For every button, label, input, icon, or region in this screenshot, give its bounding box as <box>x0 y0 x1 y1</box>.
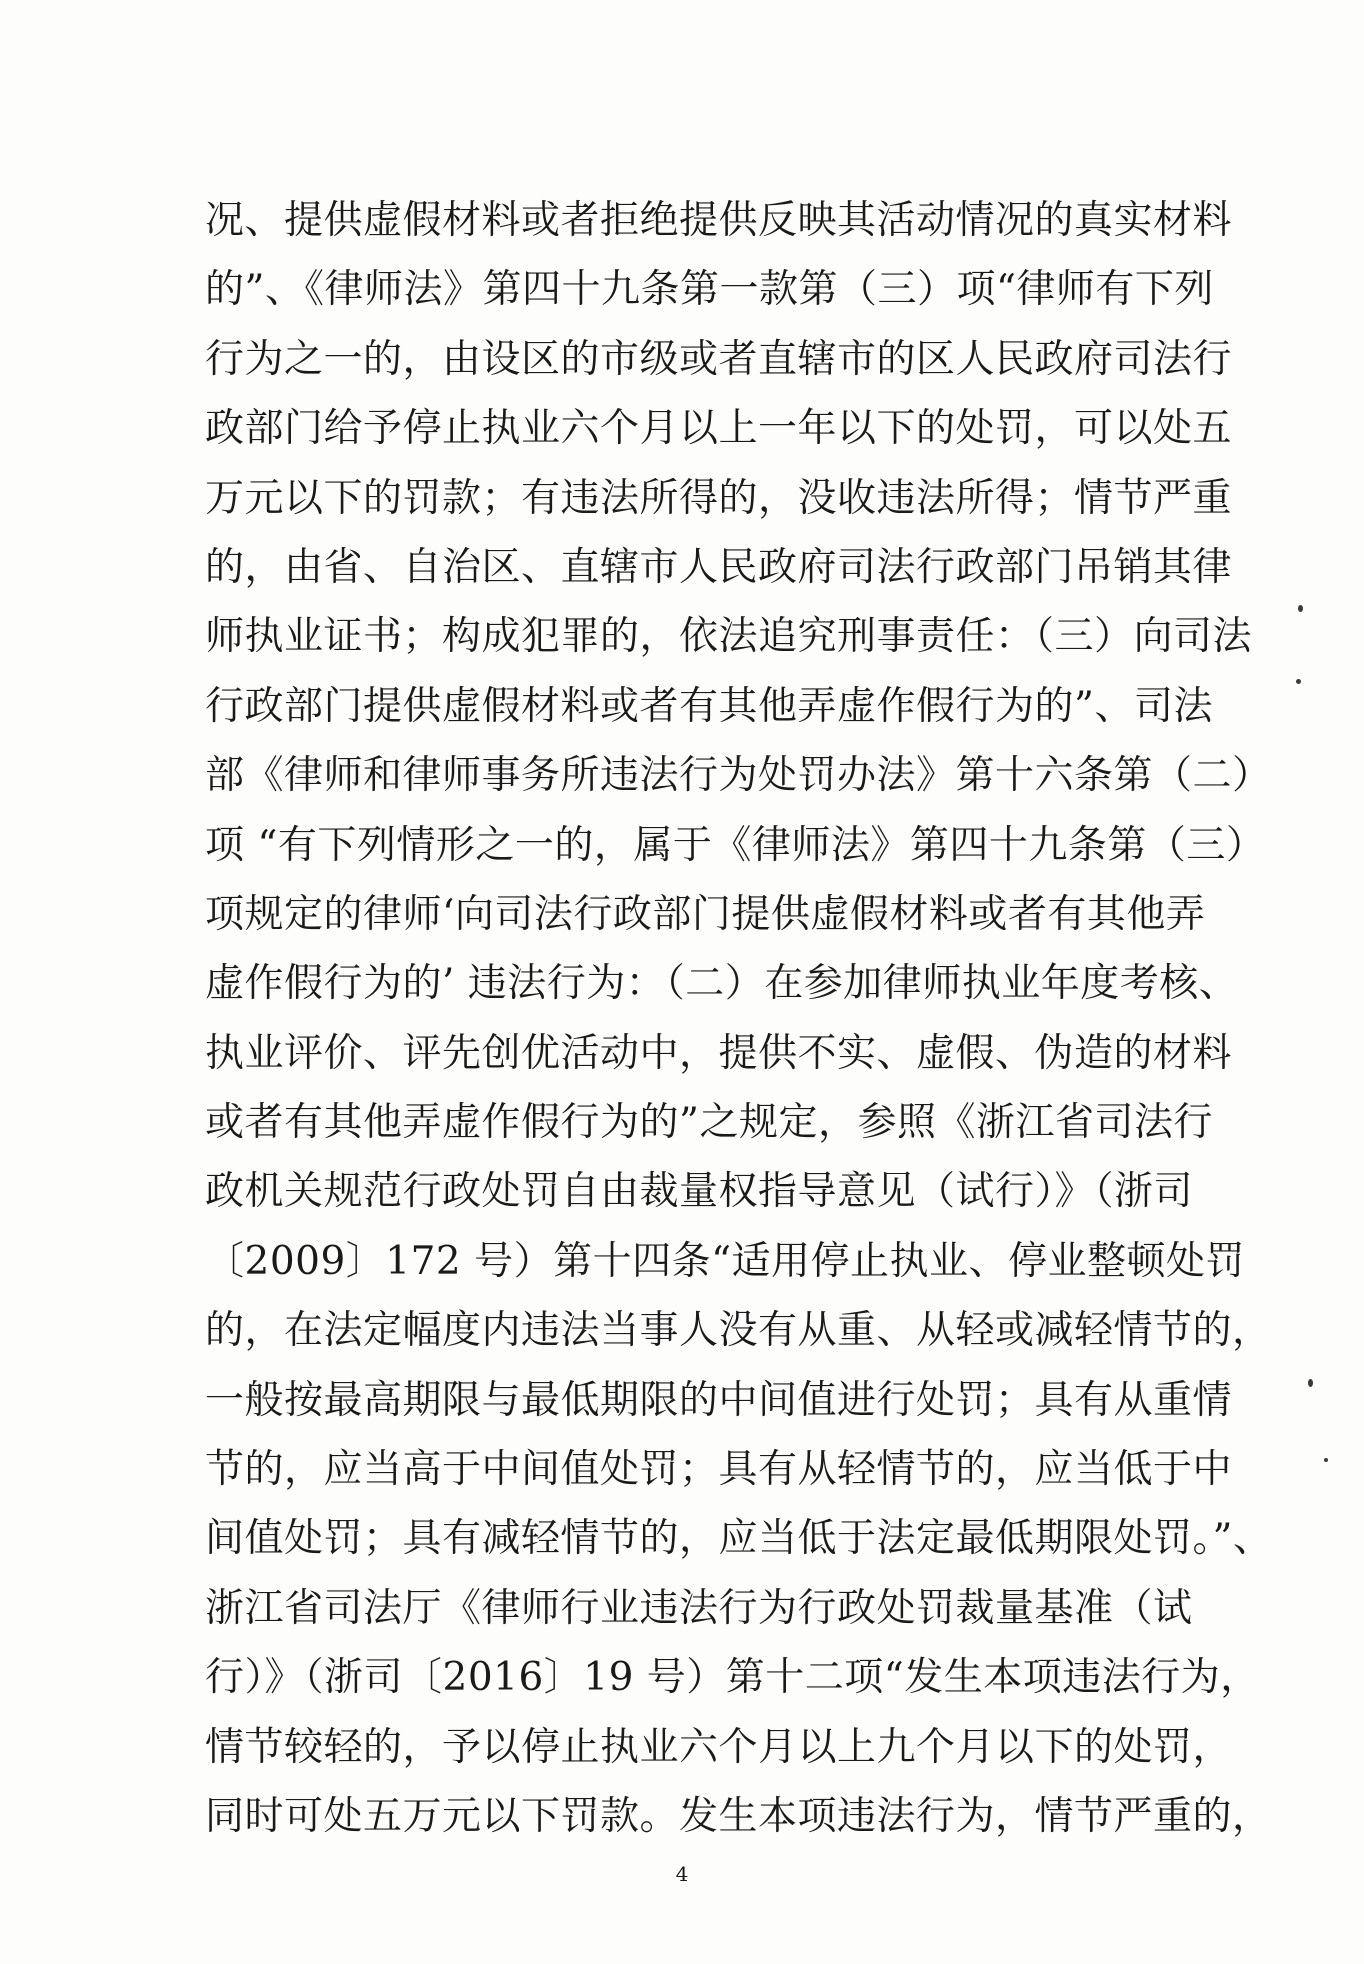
text-line: 行）》（浙司〔2016〕19 号）第十二项“发生本项违法行为， <box>205 1655 1260 1701</box>
text-line: 万元以下的罚款；有违法所得的，没收违法所得；情节严重 <box>205 475 1233 521</box>
text-line: 间值处罚；具有减轻情节的，应当低于法定最低期限处罚。”、 <box>205 1516 1273 1562</box>
text-line: 一般按最高期限与最低期限的中间值进行处罚；具有从重情 <box>205 1377 1233 1423</box>
text-line: 政部门给予停止执业六个月以上一年以下的处罚，可以处五 <box>205 406 1233 452</box>
page-number: 4 <box>675 1862 689 1886</box>
scan-speck <box>1298 605 1303 612</box>
text-line: 的，由省、自治区、直辖市人民政府司法行政部门吊销其律 <box>205 544 1233 590</box>
text-line: 项 “有下列情形之一的，属于《律师法》第四十九条第（三） <box>205 822 1266 868</box>
scan-speck <box>1296 679 1301 684</box>
text-line: 政机关规范行政处罚自由裁量权指导意见（试行）》（浙司 <box>205 1169 1194 1215</box>
text-line: 部《律师和律师事务所违法行为处罚办法》第十六条第（二） <box>205 753 1272 799</box>
text-line: 师执业证书；构成犯罪的，依法追究刑事责任：（三）向司法 <box>205 614 1253 660</box>
text-line: 情节较轻的，予以停止执业六个月以上九个月以下的处罚， <box>205 1724 1233 1770</box>
text-line: 浙江省司法厅《律师行业违法行为行政处罚裁量基准（试 <box>205 1585 1193 1631</box>
text-line: 行为之一的，由设区的市级或者直辖市的区人民政府司法行 <box>205 336 1233 382</box>
scan-speck <box>1324 1458 1328 1462</box>
scan-speck <box>1308 1379 1313 1387</box>
text-line: 虚作假行为的’ 违法行为：（二）在参加律师执业年度考核、 <box>205 961 1239 1007</box>
text-line: 执业评价、评先创优活动中，提供不实、虚假、伪造的材料 <box>205 1030 1233 1076</box>
body-text <box>205 186 1273 1851</box>
text-line: 节的，应当高于中间值处罚；具有从轻情节的，应当低于中 <box>205 1447 1233 1493</box>
text-line: 〔2009〕172 号）第十四条“适用停止执业、停业整顿处罚 <box>205 1238 1246 1284</box>
text-line: 同时可处五万元以下罚款。发生本项违法行为，情节严重的， <box>205 1793 1272 1839</box>
text-line: 的”、《律师法》第四十九条第一款第（三）项“律师有下列 <box>205 267 1214 313</box>
text-line: 项规定的律师‘向司法行政部门提供虚假材料或者有其他弄 <box>205 891 1206 937</box>
text-line: 或者有其他弄虚作假行为的”之规定，参照《浙江省司法行 <box>205 1100 1213 1146</box>
text-line: 的，在法定幅度内违法当事人没有从重、从轻或减轻情节的， <box>205 1308 1272 1354</box>
text-line: 行政部门提供虚假材料或者有其他弄虚作假行为的”、司法 <box>205 683 1213 729</box>
text-line: 况、提供虚假材料或者拒绝提供反映其活动情况的真实材料 <box>205 198 1233 243</box>
